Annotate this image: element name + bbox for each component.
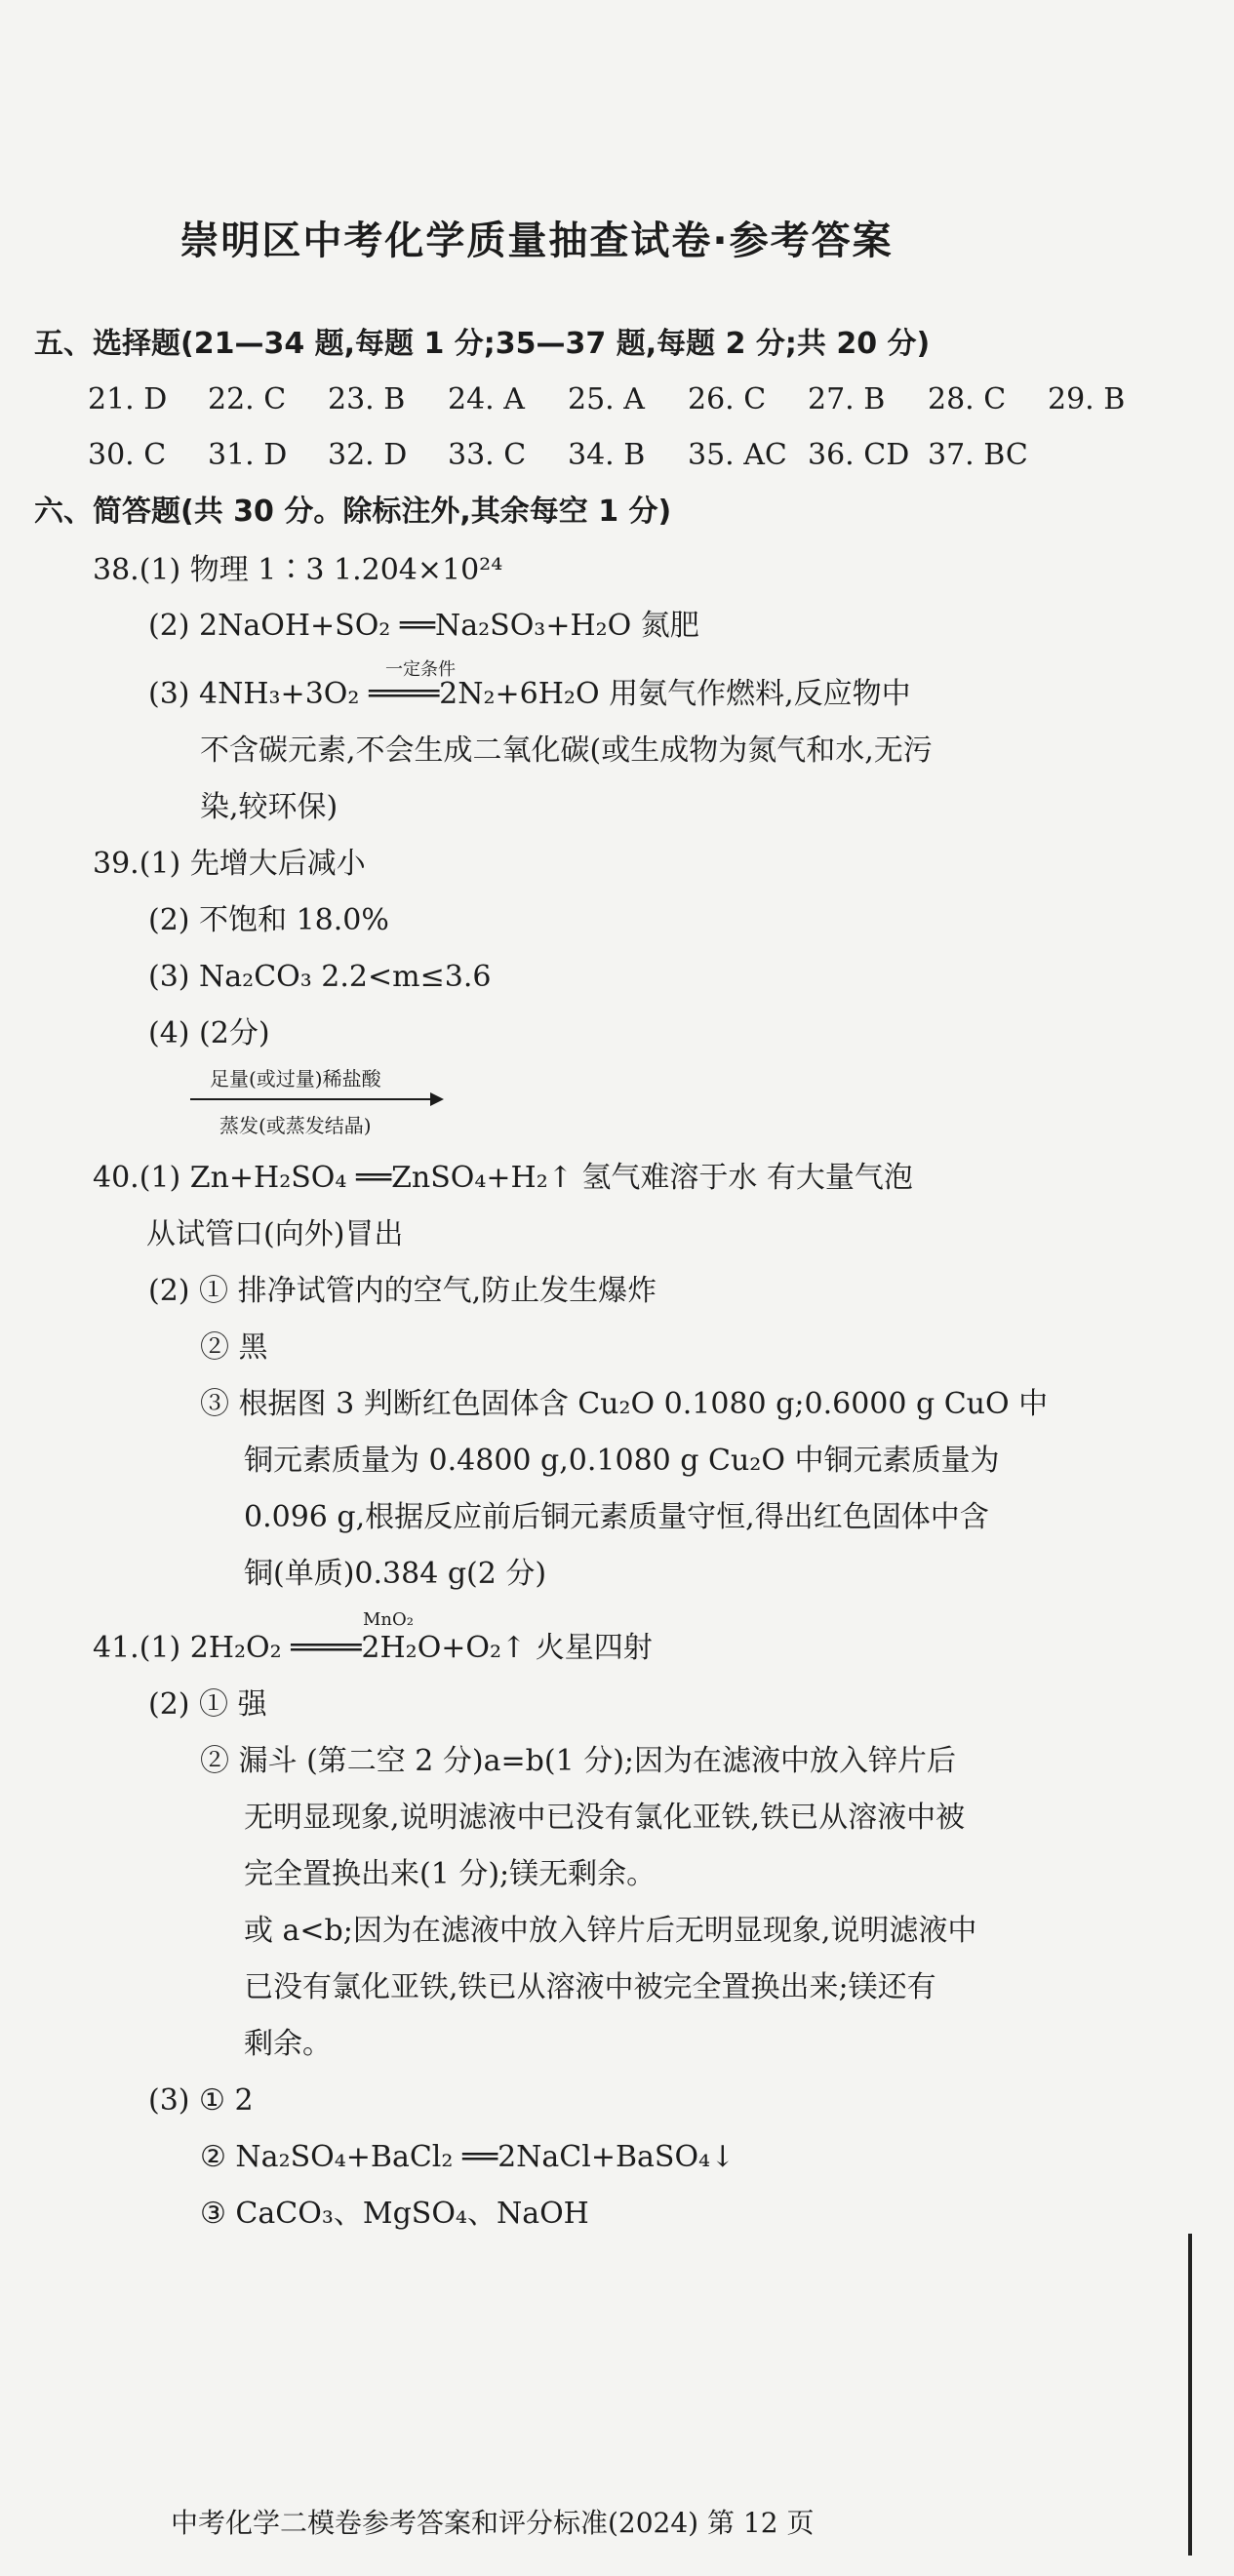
q38-answer-3-cont: 染,较环保) [200, 790, 338, 824]
choice-answer: 24. A [448, 382, 525, 416]
q40-answer-2-3-cont: 0.096 g,根据反应前后铜元素质量守恒,得出红色固体中含 [244, 1500, 989, 1534]
q41-answer-2-2-cont: 无明显现象,说明滤液中已没有氯化亚铁,铁已从溶液中被 [244, 1801, 966, 1835]
choice-answers-row-1 [88, 380, 1168, 419]
choice-answer: 32. D [328, 438, 408, 472]
page-title: 崇明区中考化学质量抽查试卷·参考答案 [179, 218, 894, 263]
q41-answer-3-2: ② Na₂SO₄+BaCl₂ ══2NaCl+BaSO₄↓ [200, 2140, 736, 2174]
arrow-top-label: 足量(或过量)稀盐酸 [210, 1067, 381, 1090]
arrow-shaft [190, 1098, 434, 1100]
q40-answer-2-1: (2) ① 排净试管内的空气,防止发生爆炸 [148, 1274, 657, 1308]
q41-answer-2-2-cont: 或 a<b;因为在滤液中放入锌片后无明显现象,说明滤液中 [244, 1914, 977, 1948]
arrow-bottom-label: 蒸发(或蒸发结晶) [219, 1114, 372, 1137]
q40-answer-2-2: ② 黑 [200, 1330, 268, 1365]
choice-answer: 25. A [568, 382, 645, 416]
choice-answer: 29. B [1048, 382, 1126, 416]
q40-answer-2-3-cont: 铜元素质量为 0.4800 g,0.1080 g Cu₂O 中铜元素质量为 [244, 1444, 1000, 1478]
choice-answer: 22. C [208, 382, 287, 416]
q40-answer-1: 40.(1) Zn+H₂SO₄ ══ZnSO₄+H₂↑ 氢气难溶于水 有大量气泡 [93, 1161, 913, 1195]
choice-answer: 36. CD [808, 438, 910, 472]
q41-answer-3-1: (3) ① 2 [148, 2083, 254, 2118]
q39-process-arrow [190, 1063, 454, 1141]
choice-answer: 37. BC [928, 438, 1028, 472]
q38-reaction-condition: 一定条件 [385, 659, 456, 680]
q41-answer-2-1: (2) ① 强 [148, 1687, 267, 1722]
page-footer: 中考化学二模卷参考答案和评分标准(2024) 第 12 页 [171, 2507, 815, 2539]
q38-answer-1: 38.(1) 物理 1∶3 1.204×10²⁴ [93, 553, 503, 587]
q39-answer-2: (2) 不饱和 18.0% [148, 903, 389, 937]
choice-answer: 30. C [88, 438, 167, 472]
choice-answer: 27. B [808, 382, 886, 416]
q38-answer-3: (3) 4NH₃+3O₂ ════2N₂+6H₂O 用氨气作燃料,反应物中 [148, 677, 911, 711]
q40-answer-2-3-cont: 铜(单质)0.384 g(2 分) [244, 1557, 547, 1591]
q41-answer-2-2-cont: 剩余。 [244, 2027, 332, 2061]
binding-edge-mark [1188, 2234, 1192, 2556]
q39-answer-4: (4) (2分) [148, 1016, 270, 1050]
q38-answer-3-cont: 不含碳元素,不会生成二氧化碳(或生成物为氮气和水,无污 [200, 733, 933, 768]
q41-answer-2-2-cont: 完全置换出来(1 分);镁无剩余。 [244, 1857, 657, 1891]
q39-answer-1: 39.(1) 先增大后减小 [93, 847, 366, 881]
section6-heading: 六、简答题(共 30 分。除标注外,其余每空 1 分) [34, 495, 672, 529]
q40-answer-2-3: ③ 根据图 3 判断红色固体含 Cu₂O 0.1080 g;0.6000 g CuO 中 [200, 1387, 1049, 1421]
section5-heading: 五、选择题(21—34 题,每题 1 分;35—37 题,每题 2 分;共 20 分) [34, 327, 931, 361]
choice-answer: 31. D [208, 438, 288, 472]
q41-answer-1: 41.(1) 2H₂O₂ ════2H₂O+O₂↑ 火星四射 [93, 1631, 653, 1665]
choice-answer: 26. C [688, 382, 767, 416]
choice-answer: 21. D [88, 382, 168, 416]
q41-answer-2-2-cont: 已没有氯化亚铁,铁已从溶液中被完全置换出来;镁还有 [244, 1970, 936, 2004]
choice-answer: 23. B [328, 382, 406, 416]
q41-answer-2-2: ② 漏斗 (第二空 2 分)a=b(1 分);因为在滤液中放入锌片后 [200, 1744, 957, 1778]
q41-reaction-condition: MnO₂ [363, 1609, 414, 1630]
q40-answer-1-cont: 从试管口(向外)冒出 [146, 1217, 404, 1251]
q39-answer-3: (3) Na₂CO₃ 2.2<m≤3.6 [148, 960, 492, 994]
choice-answer: 33. C [448, 438, 527, 472]
choice-answer: 35. AC [688, 438, 787, 472]
arrow-head-icon [430, 1092, 444, 1106]
q38-answer-2: (2) 2NaOH+SO₂ ══Na₂SO₃+H₂O 氮肥 [148, 609, 699, 643]
choice-answer: 28. C [928, 382, 1007, 416]
q41-answer-3-3: ③ CaCO₃、MgSO₄、NaOH [200, 2197, 589, 2231]
choice-answers-row-2 [88, 436, 1048, 475]
choice-answer: 34. B [568, 438, 646, 472]
